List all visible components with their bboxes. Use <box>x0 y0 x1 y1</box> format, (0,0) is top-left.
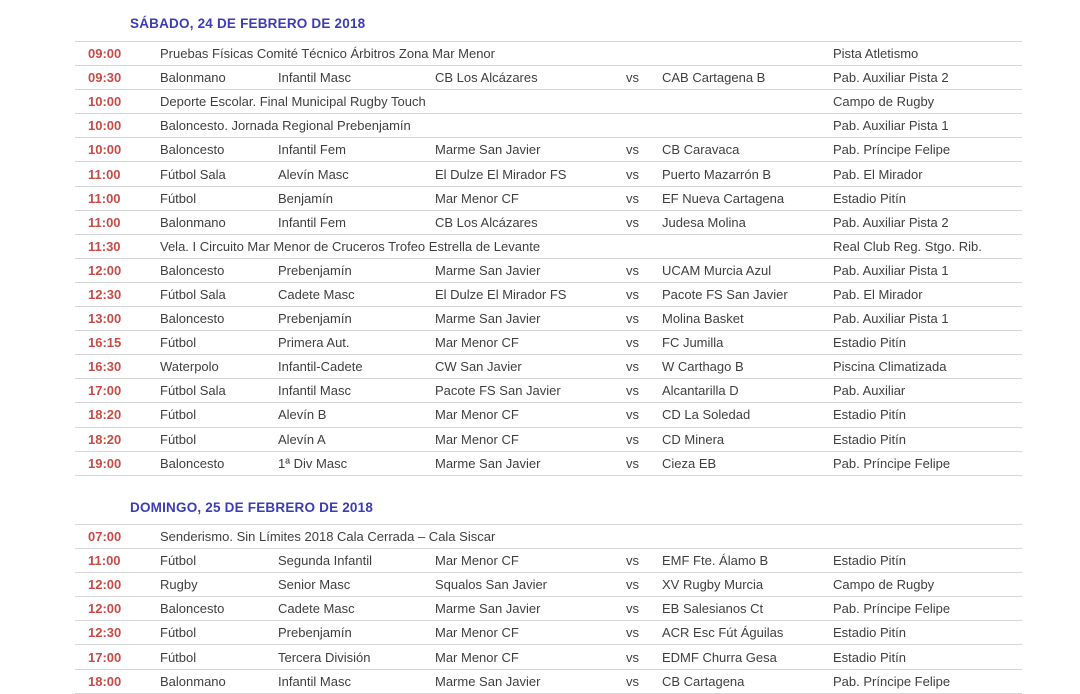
home-team: El Dulze El Mirador FS <box>435 286 567 302</box>
event-category: Segunda Infantil <box>278 553 372 569</box>
event-venue: Estadio Pitín <box>833 649 906 665</box>
away-team: EDMF Churra Gesa <box>662 649 777 665</box>
vs-label: vs <box>626 625 639 641</box>
home-team: CB Los Alcázares <box>435 70 538 86</box>
event-time: 12:30 <box>88 286 122 302</box>
event-category: Benjamín <box>278 190 333 206</box>
event-sport: Baloncesto <box>160 455 225 471</box>
event-venue: Real Club Reg. Stgo. Rib. <box>833 238 982 254</box>
event-row <box>75 113 1022 137</box>
event-sport: Fútbol Sala <box>160 166 226 182</box>
vs-label: vs <box>626 649 639 665</box>
event-venue: Pab. Príncipe Felipe <box>833 673 951 689</box>
vs-label: vs <box>626 286 639 302</box>
event-sport: Balonmano <box>160 673 226 689</box>
vs-label: vs <box>626 601 639 617</box>
away-team: CAB Cartagena B <box>662 70 766 86</box>
vs-label: vs <box>626 407 639 423</box>
away-team: CD La Soledad <box>662 407 751 423</box>
event-venue: Pab. Auxiliar Pista 1 <box>833 118 949 134</box>
away-team: EMF Fte. Álamo B <box>662 553 769 569</box>
event-venue: Piscina Climatizada <box>833 359 947 375</box>
event-sport: Fútbol <box>160 649 197 665</box>
event-time: 12:00 <box>88 601 122 617</box>
event-sport: Baloncesto <box>160 311 225 327</box>
home-team: Mar Menor CF <box>435 649 519 665</box>
event-time: 11:00 <box>88 190 121 206</box>
home-team: Marme San Javier <box>435 673 541 689</box>
away-team: CB Caravaca <box>662 142 740 158</box>
saturday-table <box>75 41 1022 476</box>
event-sport: Fútbol <box>160 335 197 351</box>
event-time: 10:00 <box>88 118 122 134</box>
event-time: 17:00 <box>88 649 122 665</box>
away-team: XV Rugby Murcia <box>662 577 764 593</box>
event-time: 17:00 <box>88 383 122 399</box>
away-team: EB Salesianos Ct <box>662 601 764 617</box>
event-sport: Waterpolo <box>160 359 219 375</box>
home-team: Mar Menor CF <box>435 431 519 447</box>
event-description: Senderismo. Sin Límites 2018 Cala Cerrada – Cala Siscar <box>160 529 496 545</box>
event-venue: Campo de Rugby <box>833 94 935 110</box>
match-row <box>75 620 1022 644</box>
event-category: Prebenjamín <box>278 625 352 641</box>
home-team: Mar Menor CF <box>435 335 519 351</box>
event-venue: Pab. Auxiliar Pista 2 <box>833 70 949 86</box>
home-team: Marme San Javier <box>435 455 541 471</box>
event-category: Infantil-Cadete <box>278 359 363 375</box>
event-category: Infantil Masc <box>278 70 351 86</box>
match-row-partial <box>75 669 1022 693</box>
away-team: W Carthago B <box>662 359 744 375</box>
match-row <box>75 330 1022 354</box>
event-time: 11:00 <box>88 214 121 230</box>
vs-label: vs <box>626 142 639 158</box>
sunday-header: DOMINGO, 25 DE FEBRERO DE 2018 <box>130 500 374 515</box>
event-sport: Fútbol <box>160 190 197 206</box>
event-category: Infantil Masc <box>278 673 351 689</box>
event-category: Primera Aut. <box>278 335 350 351</box>
event-sport: Baloncesto <box>160 262 225 278</box>
event-time: 18:20 <box>88 407 122 423</box>
match-row <box>75 258 1022 282</box>
event-category: Prebenjamín <box>278 262 352 278</box>
event-category: 1ª Div Masc <box>278 455 348 471</box>
event-sport: Fútbol <box>160 431 197 447</box>
event-time: 16:30 <box>88 359 122 375</box>
match-row <box>75 596 1022 620</box>
event-venue: Pab. Príncipe Felipe <box>833 142 951 158</box>
event-venue: Estadio Pitín <box>833 335 906 351</box>
event-category: Cadete Masc <box>278 286 355 302</box>
match-row <box>75 354 1022 378</box>
vs-label: vs <box>626 335 639 351</box>
event-venue: Pab. El Mirador <box>833 286 923 302</box>
event-venue: Campo de Rugby <box>833 577 935 593</box>
vs-label: vs <box>626 214 639 230</box>
vs-label: vs <box>626 262 639 278</box>
event-category: Alevín A <box>278 431 326 447</box>
event-venue: Pab. Príncipe Felipe <box>833 601 951 617</box>
event-sport: Balonmano <box>160 70 226 86</box>
vs-label: vs <box>626 673 639 689</box>
away-team: Cieza EB <box>662 455 717 471</box>
event-description: Deporte Escolar. Final Municipal Rugby Touch <box>160 94 426 110</box>
event-sport: Fútbol <box>160 625 197 641</box>
event-venue: Pab. El Mirador <box>833 166 923 182</box>
home-team: Mar Menor CF <box>435 407 519 423</box>
event-time: 09:30 <box>88 70 122 86</box>
event-venue: Estadio Pitín <box>833 407 906 423</box>
event-sport: Fútbol Sala <box>160 286 226 302</box>
away-team: Judesa Molina <box>662 214 746 230</box>
vs-label: vs <box>626 553 639 569</box>
event-category: Cadete Masc <box>278 601 355 617</box>
match-row <box>75 210 1022 234</box>
home-team: Marme San Javier <box>435 262 541 278</box>
event-sport: Fútbol <box>160 407 197 423</box>
vs-label: vs <box>626 359 639 375</box>
event-time: 11:00 <box>88 553 121 569</box>
match-row <box>75 161 1022 185</box>
event-time: 13:00 <box>88 311 122 327</box>
event-venue: Estadio Pitín <box>833 553 906 569</box>
event-category: Infantil Masc <box>278 383 351 399</box>
event-venue: Pab. Auxiliar <box>833 383 906 399</box>
home-team: Marme San Javier <box>435 601 541 617</box>
event-description: Baloncesto. Jornada Regional Prebenjamín <box>160 118 411 134</box>
home-team: Marme San Javier <box>435 311 541 327</box>
event-time: 18:20 <box>88 431 122 447</box>
away-team: ACR Esc Fút Águilas <box>662 625 784 641</box>
away-team: Pacote FS San Javier <box>662 286 788 302</box>
event-venue: Pab. Auxiliar Pista 1 <box>833 262 949 278</box>
event-venue: Pab. Auxiliar Pista 2 <box>833 214 949 230</box>
event-category: Infantil Fem <box>278 142 346 158</box>
home-team: Mar Menor CF <box>435 190 519 206</box>
away-team: CD Minera <box>662 431 725 447</box>
match-row <box>75 548 1022 572</box>
event-category: Alevín Masc <box>278 166 349 182</box>
vs-label: vs <box>626 311 639 327</box>
away-team: Alcantarilla D <box>662 383 739 399</box>
event-time: 19:00 <box>88 455 122 471</box>
vs-label: vs <box>626 455 639 471</box>
event-time: 12:30 <box>88 625 122 641</box>
event-venue: Estadio Pitín <box>833 431 906 447</box>
home-team: Mar Menor CF <box>435 553 519 569</box>
vs-label: vs <box>626 190 639 206</box>
match-row <box>75 186 1022 210</box>
match-row <box>75 402 1022 426</box>
away-team: CB Cartagena <box>662 673 745 689</box>
event-sport: Baloncesto <box>160 142 225 158</box>
home-team: El Dulze El Mirador FS <box>435 166 567 182</box>
event-row <box>75 41 1022 65</box>
event-time: 10:00 <box>88 94 122 110</box>
event-time: 18:00 <box>88 673 122 689</box>
away-team: Puerto Mazarrón B <box>662 166 772 182</box>
event-category: Senior Masc <box>278 577 351 593</box>
event-sport: Rugby <box>160 577 198 593</box>
event-row <box>75 524 1022 548</box>
event-venue: Pab. Auxiliar Pista 1 <box>833 311 949 327</box>
event-time: 09:00 <box>88 46 122 62</box>
vs-label: vs <box>626 383 639 399</box>
match-row <box>75 137 1022 161</box>
match-row <box>75 306 1022 330</box>
event-row <box>75 234 1022 258</box>
vs-label: vs <box>626 166 639 182</box>
event-category: Prebenjamín <box>278 311 352 327</box>
away-team: UCAM Murcia Azul <box>662 262 772 278</box>
home-team: CW San Javier <box>435 359 522 375</box>
event-venue: Pista Atletismo <box>833 46 919 62</box>
match-row <box>75 378 1022 402</box>
match-row <box>75 427 1022 451</box>
vs-label: vs <box>626 577 639 593</box>
event-category: Tercera División <box>278 649 371 665</box>
event-description: Vela. I Circuito Mar Menor de Cruceros Trofeo Estrella de Levante <box>160 238 541 254</box>
home-team: Marme San Javier <box>435 142 541 158</box>
event-sport: Balonmano <box>160 214 226 230</box>
away-team: EF Nueva Cartagena <box>662 190 785 206</box>
match-row <box>75 644 1022 668</box>
event-time: 11:30 <box>88 238 121 254</box>
match-row <box>75 572 1022 596</box>
away-team: Molina Basket <box>662 311 744 327</box>
match-row <box>75 282 1022 306</box>
event-category: Alevín B <box>278 407 327 423</box>
event-category: Infantil Fem <box>278 214 346 230</box>
home-team: Pacote FS San Javier <box>435 383 561 399</box>
vs-label: vs <box>626 70 639 86</box>
event-sport: Baloncesto <box>160 601 225 617</box>
home-team: Mar Menor CF <box>435 625 519 641</box>
event-description: Pruebas Físicas Comité Técnico Árbitros Zona Mar Menor <box>160 46 495 62</box>
event-sport: Fútbol <box>160 553 197 569</box>
match-row <box>75 451 1022 475</box>
home-team: CB Los Alcázares <box>435 214 538 230</box>
event-time: 12:00 <box>88 577 122 593</box>
home-team: Squalos San Javier <box>435 577 548 593</box>
event-time: 07:00 <box>88 529 122 545</box>
event-venue: Estadio Pitín <box>833 190 906 206</box>
saturday-header: SÁBADO, 24 DE FEBRERO DE 2018 <box>130 16 366 31</box>
event-row <box>75 89 1022 113</box>
event-time: 12:00 <box>88 262 122 278</box>
event-time: 16:15 <box>88 335 122 351</box>
match-row <box>75 65 1022 89</box>
event-time: 11:00 <box>88 166 121 182</box>
event-venue: Estadio Pitín <box>833 625 906 641</box>
event-sport: Fútbol Sala <box>160 383 226 399</box>
event-time: 10:00 <box>88 142 122 158</box>
event-venue: Pab. Príncipe Felipe <box>833 455 951 471</box>
sunday-table <box>75 524 1022 694</box>
away-team: FC Jumilla <box>662 335 724 351</box>
vs-label: vs <box>626 431 639 447</box>
